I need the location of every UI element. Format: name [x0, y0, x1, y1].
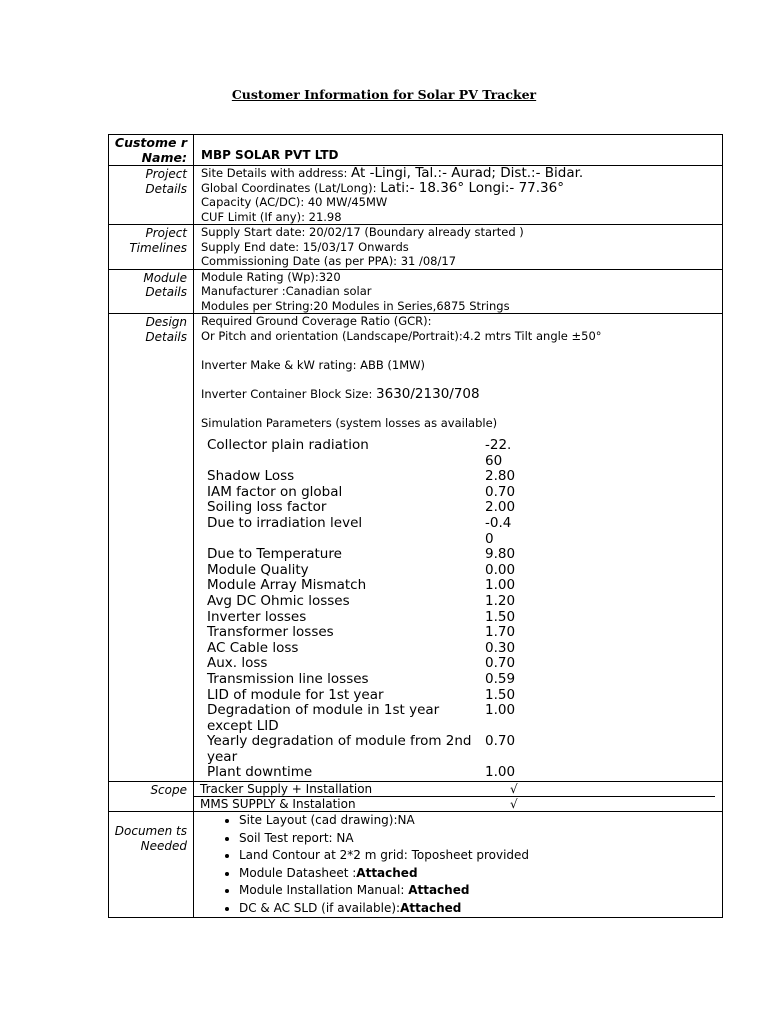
loss-name: Due to irradiation level — [207, 514, 363, 531]
loss-row — [207, 672, 519, 688]
loss-row — [207, 594, 519, 610]
loss-name: Soiling loss factor — [207, 499, 327, 516]
gcr: Required Ground Coverage Ratio (GCR): — [201, 314, 432, 328]
loss-row — [207, 656, 519, 672]
loss-name: Aux. loss — [207, 655, 268, 672]
pitch-orientation: Or Pitch and orientation (Landscape/Portrait):4.2 mtrs Tilt angle ±50° — [201, 328, 602, 343]
loss-row — [207, 625, 519, 641]
loss-value: -22.60 — [485, 437, 512, 469]
global-coordinates: Global Coordinates (Lat/Long): Lati:- 18.36° Longi:- 77.36° — [201, 179, 564, 196]
simulation-parameters: Simulation Parameters (system losses as available) — [201, 415, 498, 430]
loss-value: -0.40 — [485, 514, 512, 547]
loss-value: 0.30 — [485, 639, 516, 656]
scope-item: MMS SUPPLY & Instalation √ — [194, 797, 722, 811]
project-timelines-label: Project Timelines — [109, 225, 194, 270]
loss-name: Yearly degradation of module from 2nd year — [207, 733, 472, 765]
commissioning-date: Commissioning Date (as per PPA): 31 /08/17 — [201, 254, 457, 268]
document-item: • Module Datasheet :Attached — [239, 865, 722, 883]
cuf-limit: CUF Limit (If any): 21.98 — [201, 209, 342, 224]
loss-row — [207, 469, 519, 485]
loss-value: 2.80 — [485, 468, 516, 485]
loss-value: 9.80 — [485, 546, 516, 563]
loss-value: 0.00 — [485, 561, 516, 578]
loss-name: AC Cable loss — [207, 639, 299, 656]
loss-name: Collector plain radiation — [207, 437, 369, 453]
loss-name: Shadow Loss — [207, 468, 295, 485]
supply-end-date: Supply End date: 15/03/17 Onwards — [201, 239, 409, 254]
loss-value: 2.00 — [485, 499, 516, 516]
design-details-row — [109, 314, 723, 782]
project-details-label: Project Details — [109, 166, 194, 225]
check-icon: √ — [510, 782, 518, 797]
design-details-label: Design Details — [109, 314, 194, 782]
document-item: • Site Layout (cad drawing):NA — [239, 812, 722, 830]
modules-per-string: Modules per String:20 Modules in Series,6875 Strings — [201, 298, 510, 313]
loss-value: 1.00 — [485, 764, 516, 781]
loss-row — [207, 500, 519, 516]
capacity: Capacity (AC/DC): 40 MW/45MW — [201, 195, 388, 209]
loss-row — [207, 547, 519, 563]
loss-name: Degradation of module in 1st year except LID — [207, 702, 440, 734]
document-item: • Module Installation Manual: Attached — [239, 882, 722, 900]
documents-label: Documen ts Needed — [109, 812, 194, 918]
loss-row — [207, 688, 519, 704]
loss-value: 1.50 — [485, 686, 516, 703]
project-details-row — [109, 166, 723, 225]
loss-name: Transmission line losses — [207, 670, 369, 687]
loss-row — [207, 703, 519, 734]
loss-value: 1.00 — [485, 702, 516, 719]
scope-label: Scope — [109, 782, 194, 812]
scope-item: Tracker Supply + Installation √ — [194, 782, 722, 796]
loss-name: LID of module for 1st year — [207, 686, 384, 703]
loss-row — [207, 610, 519, 626]
loss-value: 1.20 — [485, 592, 516, 609]
document-item: • Land Contour at 2*2 m grid: Toposheet provided — [239, 847, 722, 865]
loss-name: Transformer losses — [207, 624, 334, 641]
system-losses-table — [207, 438, 519, 781]
loss-value: 1.00 — [485, 577, 516, 594]
loss-name: Avg DC Ohmic losses — [207, 592, 350, 609]
customer-label: Custome r Name: — [109, 135, 194, 166]
inverter-make: Inverter Make & kW rating: ABB (1MW) — [201, 357, 425, 372]
supply-start-date: Supply Start date: 20/02/17 (Boundary already started ) — [201, 225, 524, 239]
loss-name: Module Array Mismatch — [207, 577, 367, 594]
customer-name: MBP SOLAR PVT LTD — [201, 148, 339, 162]
loss-name: Module Quality — [207, 561, 309, 578]
loss-row — [207, 485, 519, 501]
module-manufacturer: Manufacturer :Canadian solar — [201, 284, 372, 298]
documents-list — [194, 812, 722, 917]
loss-row — [207, 578, 519, 594]
loss-row — [207, 438, 519, 469]
customer-info-table — [108, 134, 723, 918]
loss-value: 0.59 — [485, 670, 516, 687]
loss-value: 0.70 — [485, 655, 516, 672]
loss-row — [207, 734, 519, 765]
loss-value: 1.70 — [485, 624, 516, 641]
loss-row — [207, 563, 519, 579]
loss-value: 0.70 — [485, 483, 516, 500]
document-item: • Soil Test report: NA — [239, 830, 722, 848]
module-rating: Module Rating (Wp):320 — [201, 269, 341, 284]
loss-name: Due to Temperature — [207, 546, 342, 563]
loss-name: Plant downtime — [207, 764, 313, 781]
loss-row — [207, 516, 519, 547]
module-details-row — [109, 269, 723, 314]
loss-value: 0.70 — [485, 733, 516, 750]
documents-row — [109, 812, 723, 918]
project-timelines-row — [109, 225, 723, 270]
site-address: Site Details with address: At -Lingi, Tal.:- Aurad; Dist.:- Bidar. — [201, 165, 584, 181]
document-item: • DC & AC SLD (if available):Attached — [239, 900, 722, 918]
document-title: Customer Information for Solar PV Tracker — [231, 87, 537, 102]
loss-value: 1.50 — [485, 608, 516, 625]
customer-row — [109, 135, 723, 166]
scope-row — [109, 782, 723, 812]
loss-name: Inverter losses — [207, 608, 307, 625]
loss-row — [207, 641, 519, 657]
module-details-label: Module Details — [109, 269, 194, 314]
check-icon: √ — [510, 797, 518, 812]
loss-name: IAM factor on global — [207, 483, 343, 500]
loss-row — [207, 765, 519, 781]
inverter-container: Inverter Container Block Size: 3630/2130/708 — [201, 385, 480, 402]
